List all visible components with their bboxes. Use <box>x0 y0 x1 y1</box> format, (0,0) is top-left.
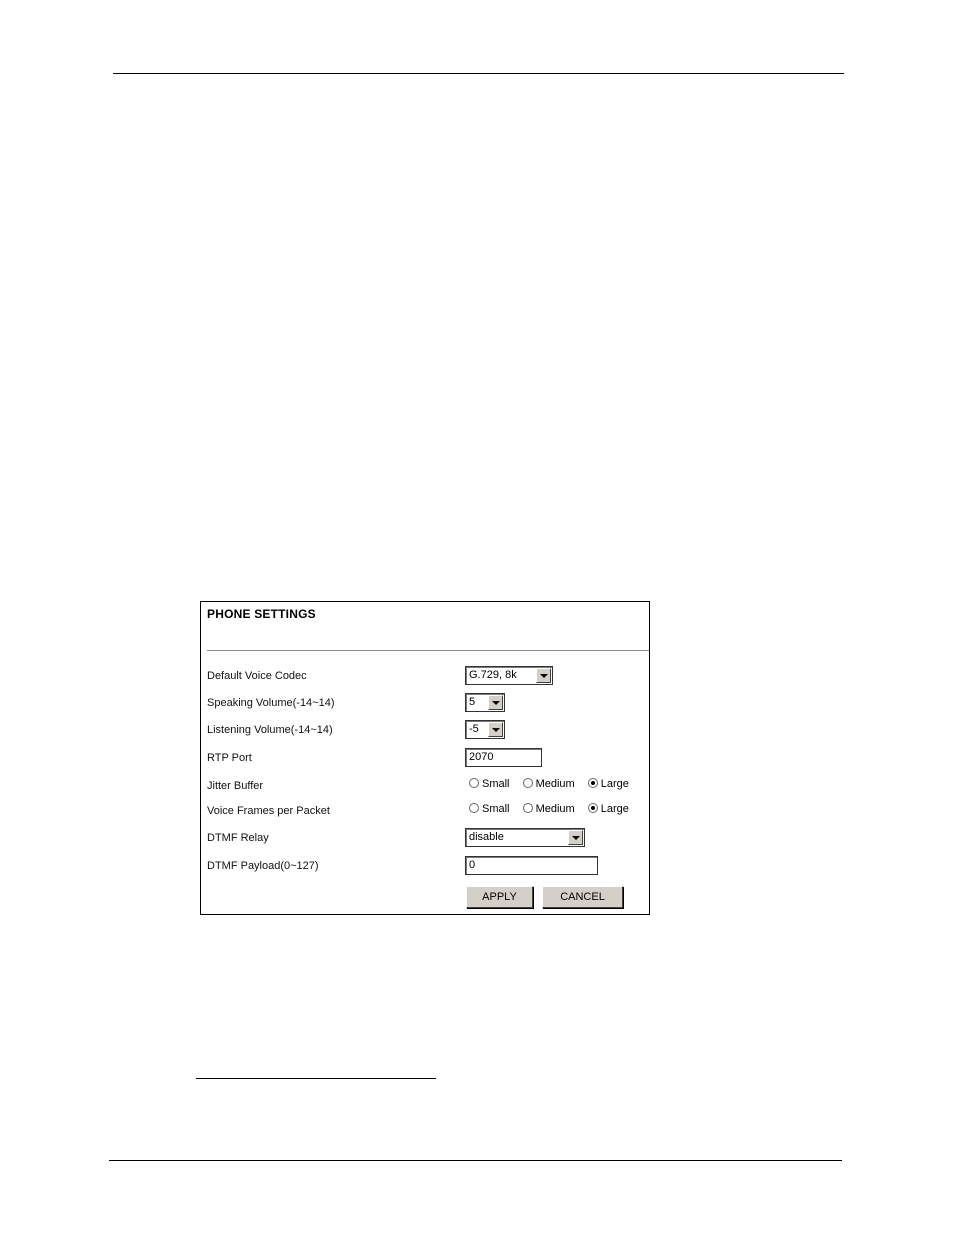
row-dtmf-payload <box>201 856 649 880</box>
voice-frames-small-label: Small <box>482 803 510 815</box>
chevron-down-icon[interactable] <box>488 722 503 737</box>
voice-frames-large-option[interactable] <box>588 803 629 815</box>
default-voice-codec-value: G.729, 8k <box>469 669 517 681</box>
panel-title: PHONE SETTINGS <box>207 607 316 621</box>
row-dtmf-relay <box>201 828 649 852</box>
row-default-voice-codec <box>201 666 649 690</box>
jitter-buffer-radio-group <box>469 778 629 790</box>
voice-frames-label: Voice Frames per Packet <box>207 805 330 817</box>
row-jitter-buffer <box>201 776 649 800</box>
radio-icon[interactable] <box>469 803 479 813</box>
row-rtp-port <box>201 748 649 772</box>
voice-frames-small-option[interactable] <box>469 803 510 815</box>
listening-volume-label: Listening Volume(-14~14) <box>207 724 333 736</box>
row-listening-volume <box>201 720 649 744</box>
row-speaking-volume <box>201 693 649 717</box>
jitter-buffer-large-option[interactable] <box>588 778 629 790</box>
footer-rule <box>109 1160 842 1161</box>
dtmf-relay-label: DTMF Relay <box>207 832 269 844</box>
header-rule <box>113 73 844 74</box>
apply-button[interactable]: APPLY <box>466 886 533 908</box>
dtmf-payload-input[interactable]: 0 <box>465 856 598 875</box>
chevron-down-icon[interactable] <box>568 830 583 845</box>
jitter-buffer-small-label: Small <box>482 778 510 790</box>
listening-volume-select[interactable] <box>465 720 505 739</box>
dtmf-payload-label: DTMF Payload(0~127) <box>207 860 319 872</box>
jitter-buffer-medium-option[interactable] <box>523 778 575 790</box>
speaking-volume-value: 5 <box>469 696 476 708</box>
radio-icon[interactable] <box>469 778 479 788</box>
footnote-rule <box>196 1078 436 1079</box>
voice-frames-medium-option[interactable] <box>523 803 575 815</box>
jitter-buffer-small-option[interactable] <box>469 778 510 790</box>
chevron-down-icon[interactable] <box>536 668 551 683</box>
jitter-buffer-medium-label: Medium <box>535 778 575 790</box>
dtmf-relay-select[interactable] <box>465 828 585 847</box>
default-voice-codec-label: Default Voice Codec <box>207 670 307 682</box>
jitter-buffer-label: Jitter Buffer <box>207 780 264 792</box>
jitter-buffer-large-label: Large <box>600 778 629 790</box>
panel-divider <box>207 650 649 651</box>
speaking-volume-select[interactable] <box>465 693 505 712</box>
row-voice-frames <box>201 801 649 825</box>
radio-selected-icon[interactable] <box>588 778 598 788</box>
radio-icon[interactable] <box>523 778 533 788</box>
voice-frames-medium-label: Medium <box>535 803 575 815</box>
phone-settings-panel <box>200 601 650 915</box>
dtmf-relay-value: disable <box>469 831 504 843</box>
voice-frames-radio-group <box>469 803 629 815</box>
rtp-port-input[interactable]: 2070 <box>465 748 542 767</box>
default-voice-codec-select[interactable] <box>465 666 553 685</box>
radio-selected-icon[interactable] <box>588 803 598 813</box>
cancel-button[interactable]: CANCEL <box>542 886 623 908</box>
chevron-down-icon[interactable] <box>488 695 503 710</box>
speaking-volume-label: Speaking Volume(-14~14) <box>207 697 335 709</box>
listening-volume-value: -5 <box>469 723 479 735</box>
radio-icon[interactable] <box>523 803 533 813</box>
voice-frames-large-label: Large <box>600 803 629 815</box>
rtp-port-label: RTP Port <box>207 752 252 764</box>
button-row <box>201 886 649 910</box>
